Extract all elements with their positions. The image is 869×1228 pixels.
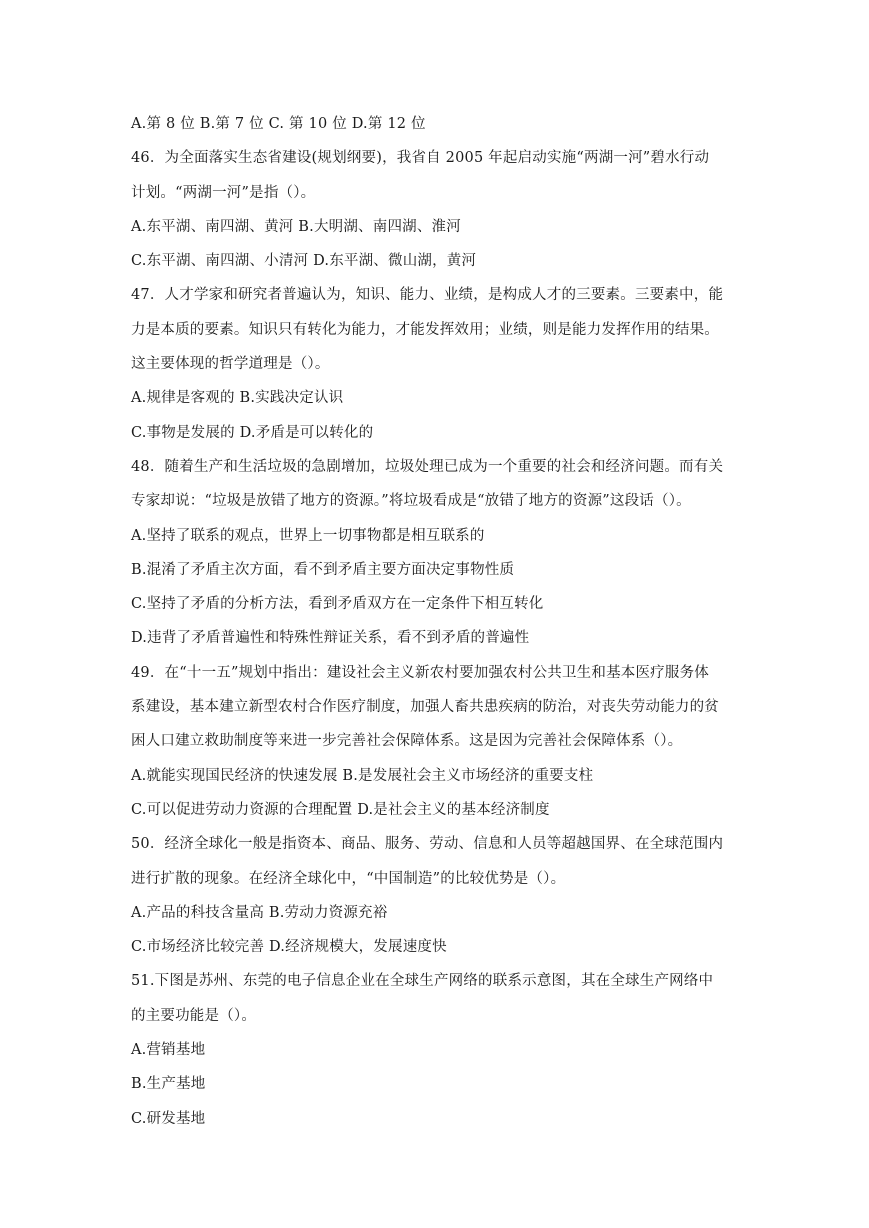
- q46-options-cd: C.东平湖、南四湖、小清河 D.东平湖、微山湖，黄河: [131, 253, 477, 270]
- q48-option-d: D.违背了矛盾普遍性和特殊性辩证关系，看不到矛盾的普遍性: [131, 630, 530, 647]
- q47-options-cd: C.事物是发展的 D.矛盾是可以转化的: [131, 424, 374, 441]
- q51-option-b: B.生产基地: [131, 1076, 206, 1093]
- q50-stem-line-2: 进行扩散的现象。在经济全球化中，“中国制造”的比较优势是（）。: [131, 870, 566, 887]
- q49-stem-line-2: 系建设，基本建立新型农村合作医疗制度，加强人畜共患疾病的防治，对丧失劳动能力的贫: [131, 699, 719, 716]
- q51-option-c: C.研发基地: [131, 1110, 206, 1127]
- q48-stem-line-1: 48．随着生产和生活垃圾的急剧增加，垃圾处理已成为一个重要的社会和经济问题。而有关: [131, 458, 724, 475]
- q49-options-ab: A.就能实现国民经济的快速发展 B.是发展社会主义市场经济的重要支柱: [131, 767, 594, 784]
- q46-options-ab: A.东平湖、南四湖、黄河 B.大明湖、南四湖、淮河: [131, 218, 461, 235]
- q51-stem-line-1: 51.下图是苏州、东莞的电子信息企业在全球生产网络的联系示意图，其在全球生产网络中: [131, 973, 714, 990]
- q49-stem-line-1: 49．在“十一五”规划中指出：建设社会主义新农村要加强农村公共卫生和基本医疗服务体: [131, 664, 709, 681]
- q48-option-c: C.坚持了矛盾的分析方法，看到矛盾双方在一定条件下相互转化: [131, 596, 544, 613]
- document-body: [131, 107, 743, 1136]
- q49-stem-line-3: 困人口建立救助制度等来进一步完善社会保障体系。这是因为完善社会保障体系（）。: [131, 733, 683, 750]
- q46-stem-line-1: 46．为全面落实生态省建设(规划纲要)，我省自 2005 年起启动实施“两湖一河”碧水行动: [131, 150, 710, 167]
- q47-stem-line-3: 这主要体现的哲学道理是（）。: [131, 356, 330, 373]
- q50-options-ab: A.产品的科技含量高 B.劳动力资源充裕: [131, 904, 388, 921]
- q47-stem-line-1: 47．人才学家和研究者普遍认为，知识、能力、业绩，是构成人才的三要素。三要素中，能: [131, 287, 724, 304]
- q51-stem-line-2: 的主要功能是（）。: [131, 1007, 257, 1024]
- q49-options-cd: C.可以促进劳动力资源的合理配置 D.是社会主义的基本经济制度: [131, 801, 550, 818]
- q48-option-a: A.坚持了联系的观点，世界上一切事物都是相互联系的: [131, 527, 485, 544]
- q45-options: A.第 8 位 B.第 7 位 C. 第 10 位 D.第 12 位: [131, 116, 426, 132]
- q46-stem-line-2: 计划。“两湖一河”是指（）。: [131, 184, 316, 201]
- q48-stem-line-2: 专家却说：“垃圾是放错了地方的资源。”将垃圾看成是“放错了地方的资源”这段话（）。: [131, 493, 691, 510]
- q48-option-b: B.混淆了矛盾主次方面，看不到矛盾主要方面决定事物性质: [131, 561, 515, 578]
- q50-stem-line-1: 50．经济全球化一般是指资本、商品、服务、劳动、信息和人员等超越国界、在全球范围内: [131, 836, 724, 853]
- q47-stem-line-2: 力是本质的要素。知识只有转化为能力，才能发挥效用；业绩，则是能力发挥作用的结果。: [131, 321, 719, 338]
- q51-option-a: A.营销基地: [131, 1042, 206, 1059]
- q47-options-ab: A.规律是客观的 B.实践决定认识: [131, 390, 344, 407]
- q50-options-cd: C.市场经济比较完善 D.经济规模大，发展速度快: [131, 939, 447, 956]
